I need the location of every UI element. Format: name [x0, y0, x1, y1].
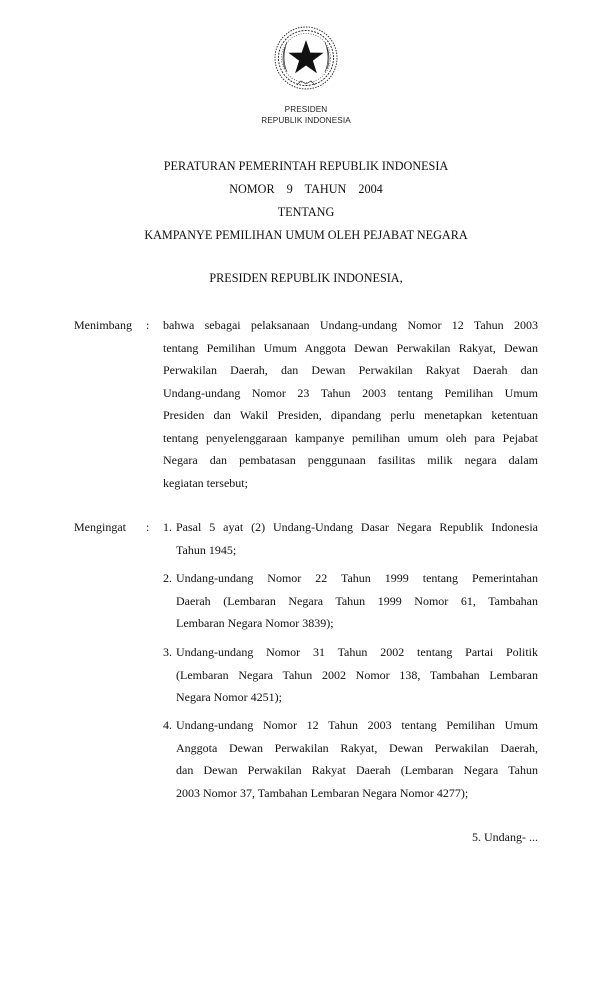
regulation-about-label: TENTANG — [277, 205, 335, 219]
item-line: Undang-undang Nomor 12 Tahun 2003 tentang Pemilihan Umum — [176, 718, 538, 732]
regulation-number: NOMOR 9 TAHUN 2004 — [229, 182, 383, 196]
regulation-subject: KAMPANYE PEMILIHAN UMUM OLEH PEJABAT NEGARA — [144, 228, 468, 242]
menimbang-line: Presiden dan Wakil Presiden, dipandang perlu menetapkan ketentuan — [163, 408, 538, 422]
menimbang-line: bahwa sebagai pelaksanaan Undang-undang Nomor 12 Tahun 2003 — [163, 318, 538, 332]
item-line: Undang-undang Nomor 31 Tahun 2002 tentang Partai Politik — [176, 645, 538, 659]
menimbang-line: tentang Pemilihan Umum Anggota Dewan Perwakilan Rakyat, Dewan — [163, 340, 538, 355]
item-number: 3. — [163, 645, 172, 659]
item-line: Tahun 1945; — [176, 542, 237, 557]
menimbang-line: kegiatan tersebut; — [163, 475, 248, 490]
item-line: Undang-undang Nomor 22 Tahun 1999 tentang Pemerintahan — [176, 571, 538, 585]
menimbang-colon: : — [146, 318, 150, 332]
item-line: Anggota Dewan Perwakilan Rakyat, Dewan Perwakilan Daerah, — [176, 740, 538, 755]
item-line: (Lembaran Negara Tahun 2002 Nomor 138, Tambahan Lembaran — [176, 667, 538, 682]
emblem-caption-presiden: PRESIDEN — [284, 105, 328, 114]
item-number: 1. — [163, 520, 172, 534]
menimbang-paragraph — [163, 314, 538, 494]
garuda-star-wreath-emblem-icon — [273, 25, 339, 91]
mengingat-label: Mengingat — [74, 520, 126, 534]
item-line: Pasal 5 ayat (2) Undang-Undang Dasar Negara Republik Indonesia — [176, 520, 538, 534]
item-line: dan Dewan Perwakilan Rakyat Daerah (Lembaran Negara Tahun — [176, 763, 538, 777]
menimbang-label: Menimbang — [74, 318, 132, 332]
menimbang-line: Perwakilan Daerah, dan Dewan Perwakilan Rakyat Daerah dan — [163, 363, 538, 377]
emblem-caption-republik: REPUBLIK INDONESIA — [261, 116, 351, 125]
mengingat-colon: : — [146, 520, 150, 534]
page-continuation-marker: 5. Undang- ... — [472, 830, 538, 844]
item-line: 2003 Nomor 37, Tambahan Lembaran Negara Nomor 4277); — [176, 785, 469, 800]
regulation-type-title: PERATURAN PEMERINTAH REPUBLIK INDONESIA — [163, 159, 449, 173]
item-line: Daerah (Lembaran Negara Tahun 1999 Nomor 61, Tambahan — [176, 593, 538, 608]
enacting-authority: PRESIDEN REPUBLIK INDONESIA, — [209, 271, 403, 285]
item-line: Negara Nomor 4251); — [176, 690, 282, 704]
item-line: Lembaran Negara Nomor 3839); — [176, 616, 334, 630]
item-number: 2. — [163, 571, 172, 585]
menimbang-line: Negara dan pembatasan penggunaan fasilitas milik negara dalam — [163, 453, 538, 467]
item-number: 4. — [163, 718, 172, 732]
menimbang-line: Undang-undang Nomor 23 Tahun 2003 tentang Pemilihan Umum — [163, 385, 538, 400]
menimbang-line: tentang penyelenggaraan kampanye pemilihan umum oleh para Pejabat — [163, 430, 538, 445]
